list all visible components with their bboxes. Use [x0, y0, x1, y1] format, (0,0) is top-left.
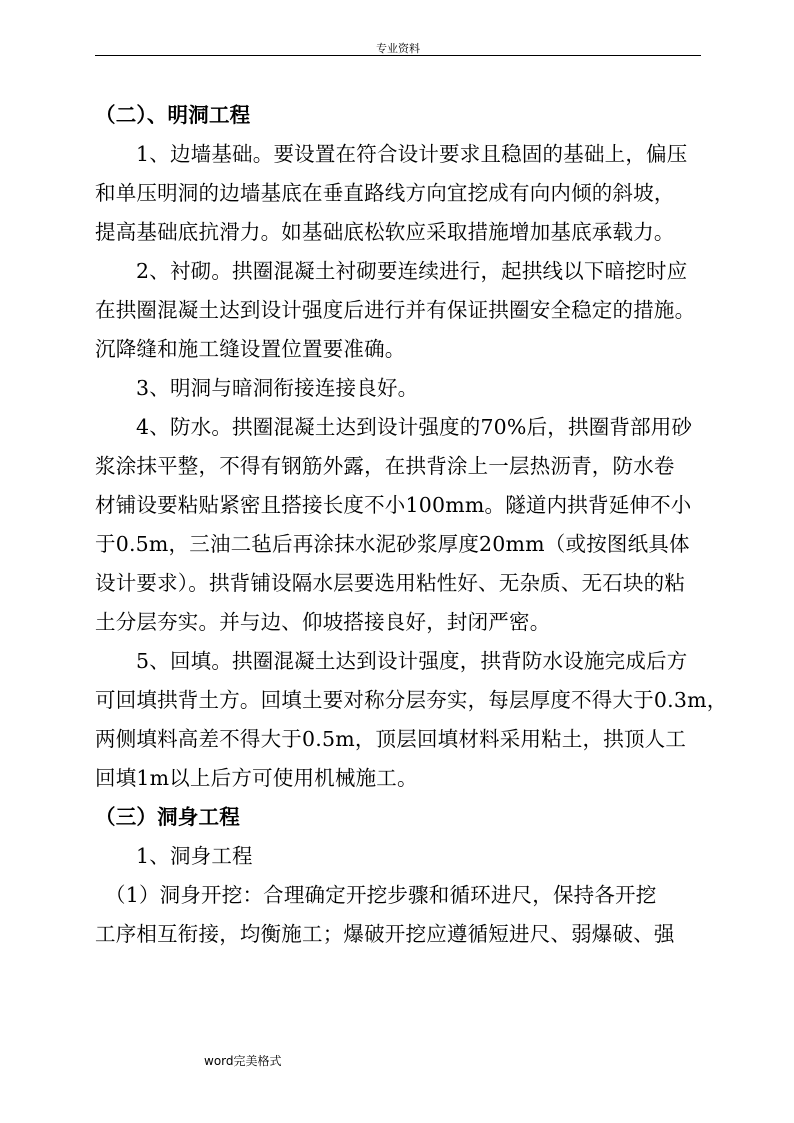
paragraph-line: 回填1m以上后方可使用机械施工。 — [95, 766, 418, 790]
document-body — [95, 96, 728, 954]
paragraph-line: 1、边墙基础。要设置在符合设计要求且稳固的基础上，偏压 — [136, 142, 688, 166]
section-heading-3: （三）洞身工程 — [95, 805, 240, 829]
paragraph-line: 两侧填料高差不得大于0.5m，顶层回填材料采用粘土，拱顶人工 — [95, 727, 687, 751]
paragraph-line: 可回填拱背土方。回填土要对称分层夯实，每层厚度不得大于0.3m， — [95, 688, 728, 712]
header-rule — [95, 55, 701, 56]
page-footer: word完美格式 — [204, 1054, 282, 1068]
paragraph-line: 于0.5m，三油二毡后再涂抹水泥砂浆厚度20mm（或按图纸具体 — [95, 532, 690, 556]
paragraph-line: 沉降缝和施工缝设置位置要准确。 — [95, 337, 406, 361]
paragraph-line: 材铺设要粘贴紧密且搭接长度不小100mm。隧道内拱背延伸不小 — [95, 493, 692, 517]
paragraph-line: 在拱圈混凝土达到设计强度后进行并有保证拱圈安全稳定的措施。 — [95, 298, 696, 322]
paragraph-line: （1）洞身开挖：合理确定开挖步骤和循环进尺，保持各开挖 — [105, 883, 657, 907]
paragraph-line: 2、衬砌。拱圈混凝土衬砌要连续进行，起拱线以下暗挖时应 — [136, 259, 688, 283]
section-heading-2: （二）、明洞工程 — [95, 103, 251, 127]
paragraph-line: 工序相互衔接，均衡施工；爆破开挖应遵循短进尺、弱爆破、强 — [95, 922, 675, 946]
paragraph-line: 5、回填。拱圈混凝土达到设计强度，拱背防水设施完成后方 — [136, 649, 688, 673]
paragraph-line: 4、防水。拱圈混凝土达到设计强度的70%后，拱圈背部用砂 — [136, 415, 693, 439]
paragraph-line: 提高基础底抗滑力。如基础底松软应采取措施增加基底承载力。 — [95, 220, 675, 244]
paragraph-line: 浆涂抹平整，不得有钢筋外露，在拱背涂上一层热沥青，防水卷 — [95, 454, 675, 478]
paragraph-line: 和单压明洞的边墙基底在垂直路线方向宜挖成有向内倾的斜坡， — [95, 181, 675, 205]
paragraph-line: 土分层夯实。并与边、仰坡搭接良好，封闭严密。 — [95, 610, 551, 634]
paragraph-line: 3、明洞与暗洞衔接连接良好。 — [136, 376, 419, 400]
paragraph-line: 设计要求）。拱背铺设隔水层要选用粘性好、无杂质、无石块的粘 — [95, 571, 686, 595]
subsection-heading: 1、洞身工程 — [136, 844, 253, 868]
page-header: 专业资料 — [376, 42, 420, 55]
